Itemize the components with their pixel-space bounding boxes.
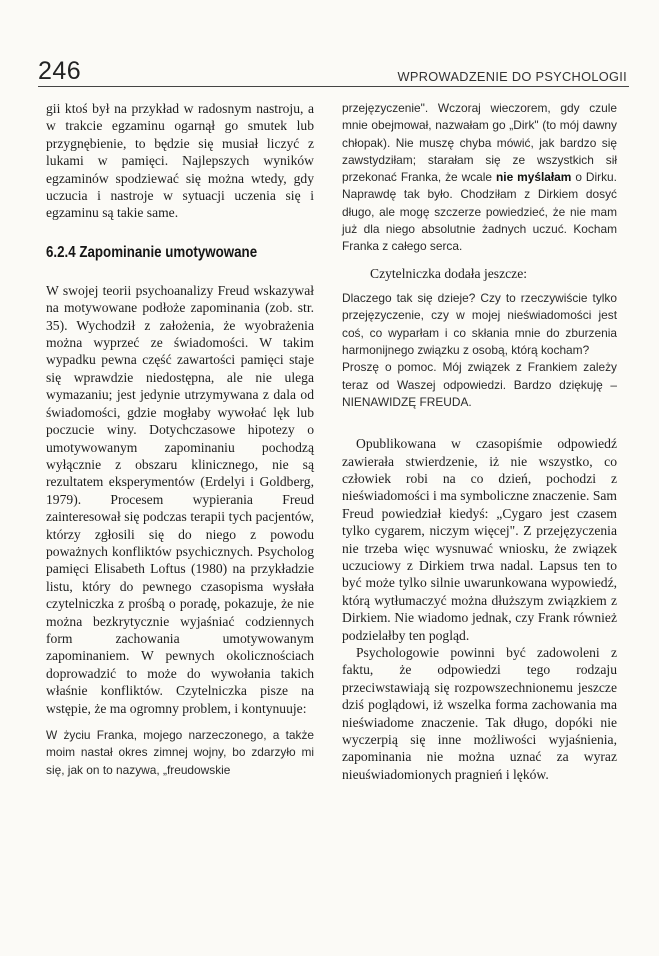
right-column: [342, 100, 617, 783]
letter-text-before: przejęzyczenie". Wczoraj wieczorem, gdy czule mnie obejmował, nazwałam go „Dirk" (to mój dawny chłopak). Nie muszę chyba mówić, jak bardzo się zawstydziłam; starałam się ze wszystkich sił przekonać Franka, że wcale: [342, 101, 617, 185]
closing-paragraph: Psychologowie powinni być zadowoleni z faktu, że odpowiedzi tego rodzaju przeciwstawiają się rozpowszechnionemu jeszcze dziś poglądowi, iż wszelka forma zachowania ma nieświadome znaczenie. Tak długo, dopóki nie wyczerpią się inne możliwości wyjaśnienia, zapominania nie można uznać za wyraz nieuświadomionych pragnień i lęków.: [342, 645, 617, 782]
reader-added-line: Czytelniczka dodała jeszcze:: [370, 265, 527, 281]
header-rule: [38, 86, 629, 87]
running-head: WPROWADZENIE DO PSYCHOLOGII: [397, 69, 627, 84]
letter-signoff: Proszę o pomoc. Mój związek z Frankiem zależy teraz od Waszej odpowiedzi. Bardzo dziękuję – NIENAWIDZĘ FREUDA.: [342, 360, 617, 409]
letter-text-after: o Dirku. Naprawdę tak było. Chodziłam z Dirkiem dosyć długo, ale mogę szczerze powiedzieć, że nie mam już dla niego absolutnie żadnych uczuć. Kocham Franka z całego serca.: [342, 170, 617, 254]
left-column: [46, 100, 314, 779]
page-number: 246: [38, 57, 82, 85]
letter-emphasis: nie myślałam: [496, 170, 572, 185]
letter-excerpt-continued: [342, 100, 617, 256]
section-heading: 6.2.4 Zapominanie umotywowane: [46, 243, 258, 261]
main-paragraph: W swojej teorii psychoanalizy Freud wskazywał na motywowane podłoże zapominania (zob. str. 35). Wychodził z założenia, że wyobrażenia można wyprzeć ze świadomości. W takim wypadku pewna część zawartości pamięci staje się wprawdzie niedostępna, ale nie ulega wymazaniu; jest jedynie utrzymywana z dala od świadomości, gdzie mogłaby wywołać lęk lub poczucie winy. Dotychczasowe hipotezy o umotywowanym zapominaniu pochodzą wyłącznie z obszaru klinicznego, nie są rezultatem eksperymentów (Erdelyi i Goldberg, 1979). Procesem wypierania Freud zainteresował się podczas terapii tych pacjentów, którzy zgłosili się do niego z powodu poważnych konfliktów psychicznych. Psycholog pamięci Elisabeth Loftus (1980) na przykładzie listu, który do pewnego czasopisma wysłała czytelniczka z prośbą o poradę, pokazuje, że nie można bezkrytycznie wyjaśniać codziennych form zachowania umotywowanym zapominaniem. W pewnych okolicznościach doprowadzić to może do wywołania takich właśnie konfliktów. Czytelniczka pisze na wstępie, że ma ogromny problem, i kontynuuje:: [46, 282, 314, 716]
letter-excerpt-start: W życiu Franka, mojego narzeczonego, a także moim nastał okres zimnej wojny, bo zdarzyło mi się, jak on to nazywa, „freudowskie: [46, 728, 314, 777]
letter-question: Dlaczego tak się dzieje? Czy to rzeczywiście tylko przejęzyczenie, czy w mojej nieświadomości jest coś, co wyparłam i co skłania mnie do zburzenia harmonijnego związku z osobą, którą kocham?: [342, 291, 617, 357]
published-answer-paragraph: Opublikowana w czasopiśmie odpowiedź zawierała stwierdzenie, iż nie wszystko, co człowiek robi na co dzień, pochodzi z nieświadomości i ma symboliczne znaczenie. Sam Freud powiedział kiedyś: „Cygaro jest czasem tylko cygarem, niczym więcej". Z przejęzyczenia nie trzeba więc wysnuwać wniosku, że związek uczuciowy z Dirkiem trwa nadal. Lapsus ten to być może tylko silnie uwarunkowana wypowiedź, którą wytłumaczyć można dłuższym związkiem z Dirkiem. Nie wiadomo jednak, czy Frank również podzielałby ten pogląd.: [342, 436, 617, 643]
intro-paragraph: gii ktoś był na przykład w radosnym nastroju, a w trakcie egzaminu ogarnął go smutek lub przygnębienie, to będzie się musiał liczyć z lukami w pamięci. Najlepszych wyników egzaminów spodziewać się można wtedy, gdy uczucia i nastroje w sytuacji uczenia się i egzaminu są takie same.: [46, 101, 314, 221]
